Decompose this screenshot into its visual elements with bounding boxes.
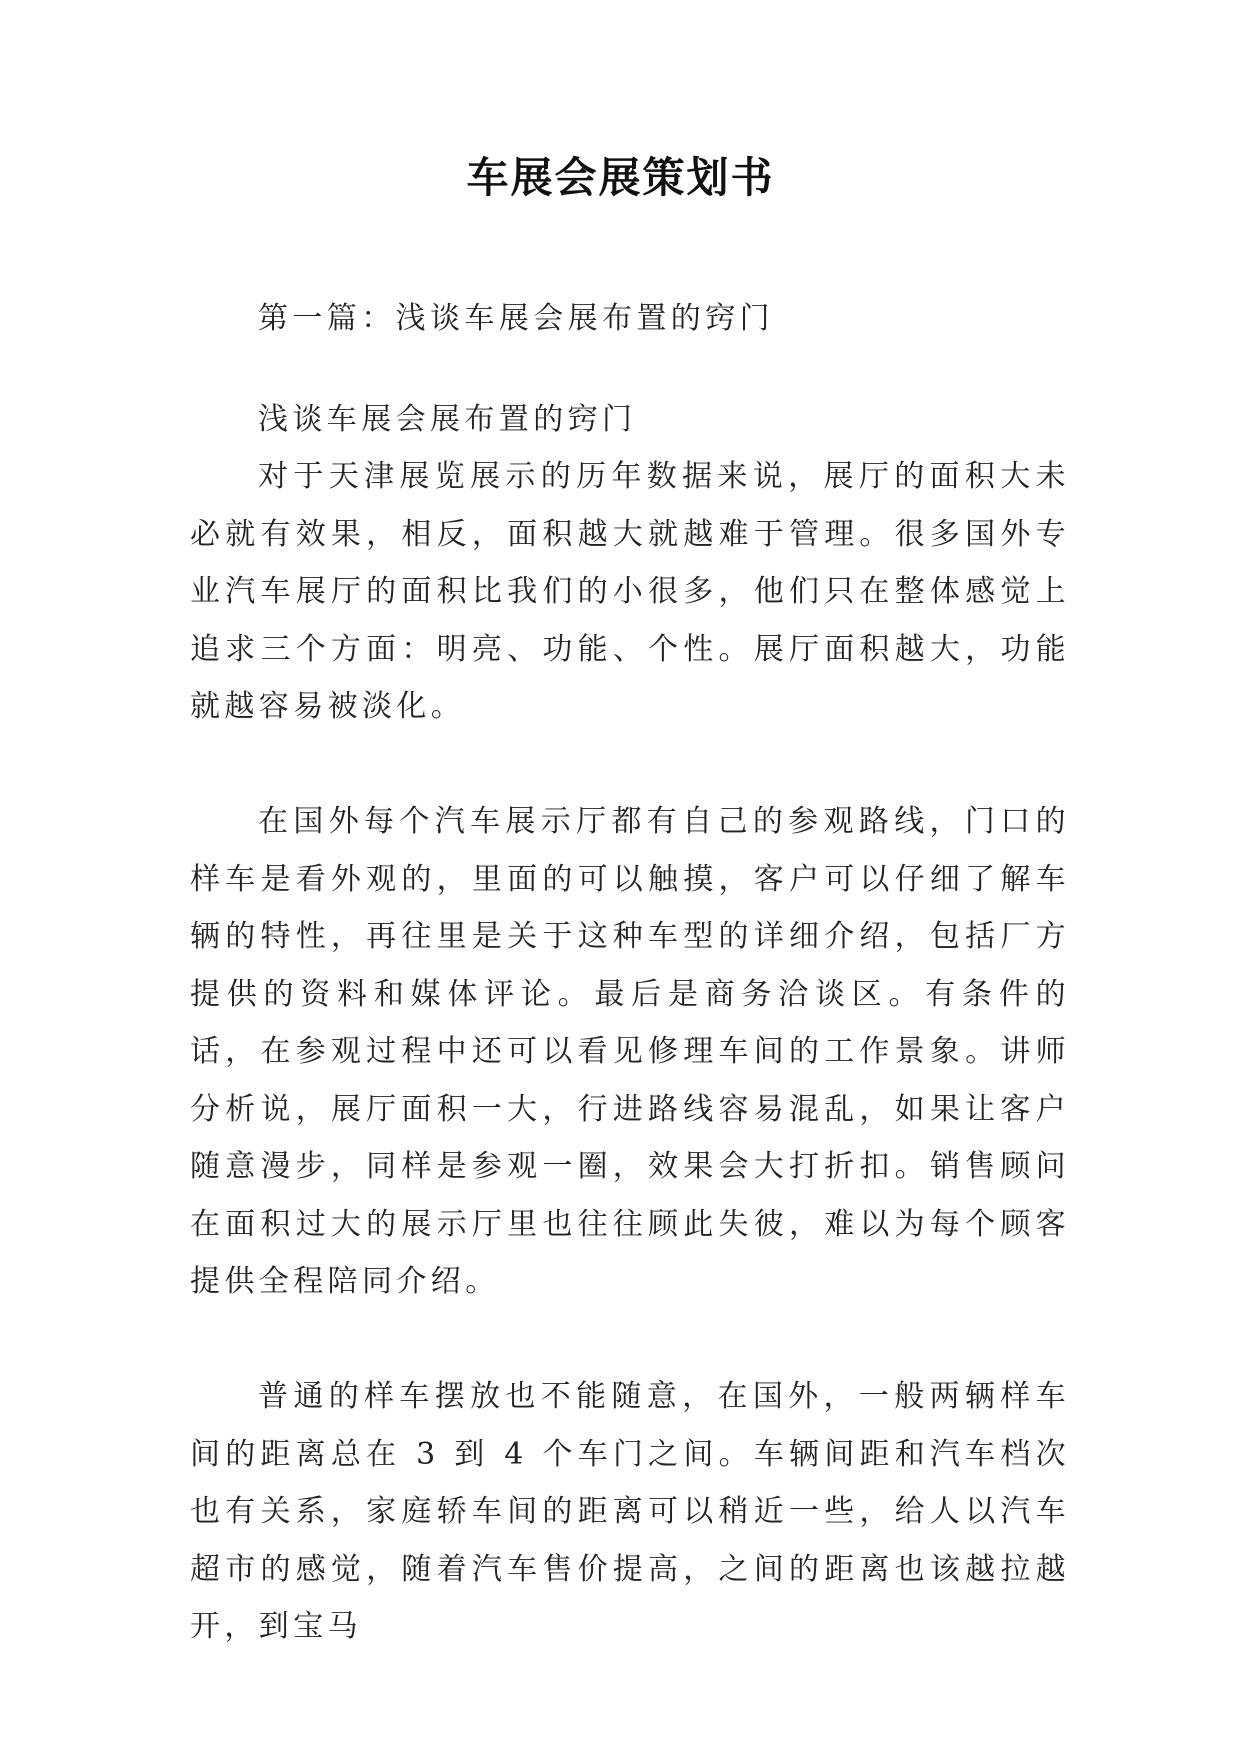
article-subheading: 浅谈车展会展布置的窍门 — [258, 401, 637, 437]
document-body — [190, 290, 1070, 1656]
chapter-heading: 第一篇：浅谈车展会展布置的窍门 — [258, 301, 774, 336]
paragraph: 对于天津展览展示的历年数据来说，展厅的面积大未必就有效果，相反，面积越大就越难于管理。很多国外专业汽车展厅的面积比我们的小很多，他们只在整体感觉上追求三个方面：明亮、功能、个性。展厅面积越大，功能就越容易被淡化。 — [190, 459, 1070, 724]
document-title: 车展会展策划书 — [466, 153, 775, 202]
paragraph: 在国外每个汽车展示厅都有自己的参观路线，门口的样车是看外观的，里面的可以触摸，客户可以仔细了解车辆的特性，再往里是关于这种车型的详细介绍，包括厂方提供的资料和媒体评论。最后是商务洽谈区。有条件的话，在参观过程中还可以看见修理车间的工作景象。讲师分析说，展厅面积一大，行进路线容易混乱，如果让客户随意漫步，同样是参观一圈，效果会大打折扣。销售顾问在面积过大的展示厅里也往往顾此失彼，难以为每个顾客提供全程陪同介绍。 — [190, 804, 1070, 1299]
paragraph: 普通的样车摆放也不能随意，在国外，一般两辆样车间的距离总在 3 到 4 个车门之间。车辆间距和汽车档次也有关系，家庭轿车间的距离可以稍近一些，给人以汽车超市的感觉，随着汽车售价提高，之间的距离也该越拉越开，到宝马 — [190, 1379, 1070, 1644]
